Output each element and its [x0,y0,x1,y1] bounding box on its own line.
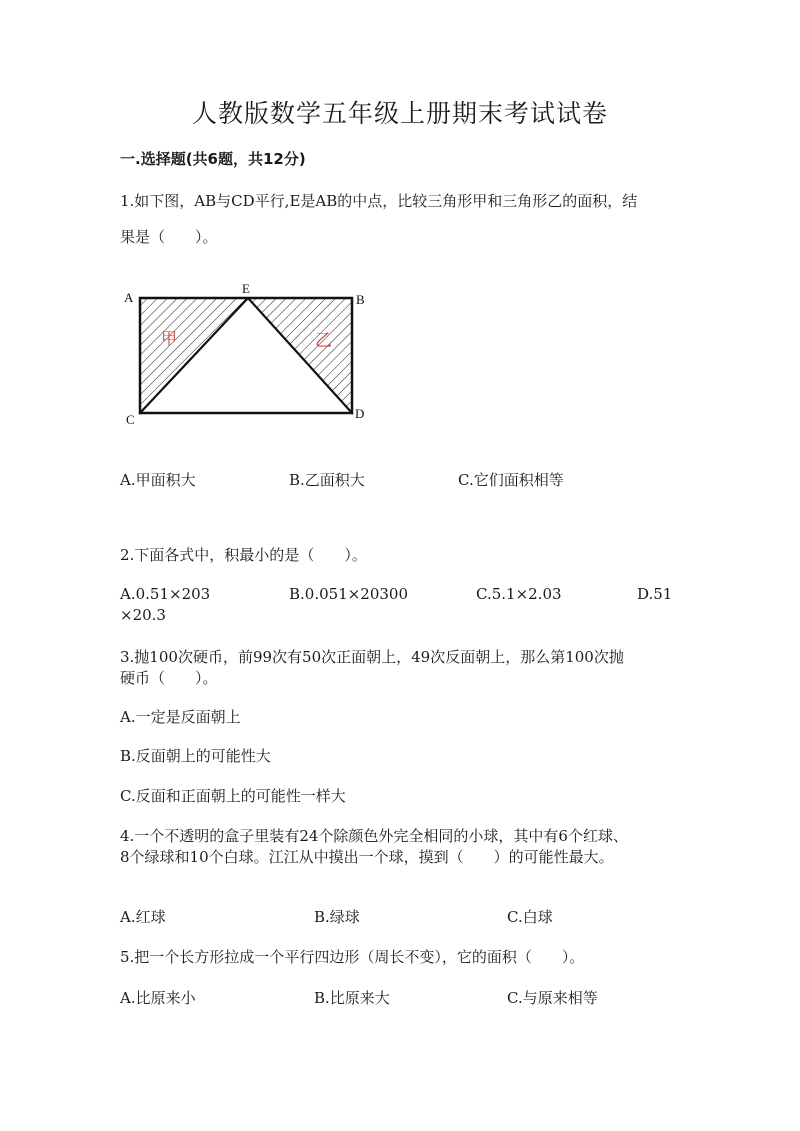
q3-option-c: C.反面和正面朝上的可能性一样大 [120,787,346,805]
question-2-text: 2.下面各式中，积最小的是（ ）。 [120,546,367,564]
question-1-text-line2: 果是（ ）。 [120,228,218,246]
q4-option-a: A.红球 [120,908,166,926]
q2-option-a: A.0.51×203 [120,585,211,603]
question-3-text-line2: 硬币（ ）。 [120,669,218,687]
q2-option-d: D.51 [637,585,673,603]
q3-option-b: B.反面朝上的可能性大 [120,747,271,765]
label-jia: 甲 [161,331,178,348]
q3-option-a: A.一定是反面朝上 [120,708,241,726]
label-a: A [124,290,134,305]
label-c: C [126,412,135,427]
q2-option-b: B.0.051×20300 [289,585,409,603]
label-d: D [355,406,365,421]
q5-option-b: B.比原来大 [314,989,390,1007]
question-1-text-line1: 1.如下图，AB与CD平行,E是AB的中点，比较三角形甲和三角形乙的面积，结 [120,192,638,210]
question-3-text-line1: 3.抛100次硬币，前99次有50次正面朝上，49次反面朝上，那么第100次抛 [120,648,624,666]
q5-option-a: A.比原来小 [120,989,196,1007]
q2-option-c: C.5.1×2.03 [476,585,562,603]
q2-option-d-wrap: ×20.3 [120,606,166,624]
label-b: B [356,292,365,307]
section-heading: 一.选择题(共6题，共12分) [120,150,306,168]
q5-option-c: C.与原来相等 [507,989,598,1007]
q1-option-b: B.乙面积大 [289,471,365,489]
label-e: E [242,281,250,296]
question-1-figure [118,278,378,428]
question-4-text-line2: 8个绿球和10个白球。江江从中摸出一个球，摸到（ ）的可能性最大。 [120,848,614,866]
q4-option-c: C.白球 [507,908,553,926]
q4-option-b: B.绿球 [314,908,360,926]
q1-option-a: A.甲面积大 [120,471,196,489]
label-yi: 乙 [315,331,332,350]
q1-option-c: C.它们面积相等 [458,471,564,489]
question-5-text: 5.把一个长方形拉成一个平行四边形（周长不变），它的面积（ ）。 [120,948,585,966]
page-title: 人教版数学五年级上册期末考试试卷 [191,99,608,128]
question-4-text-line1: 4.一个不透明的盒子里装有24个除颜色外完全相同的小球，其中有6个红球、 [120,827,628,845]
